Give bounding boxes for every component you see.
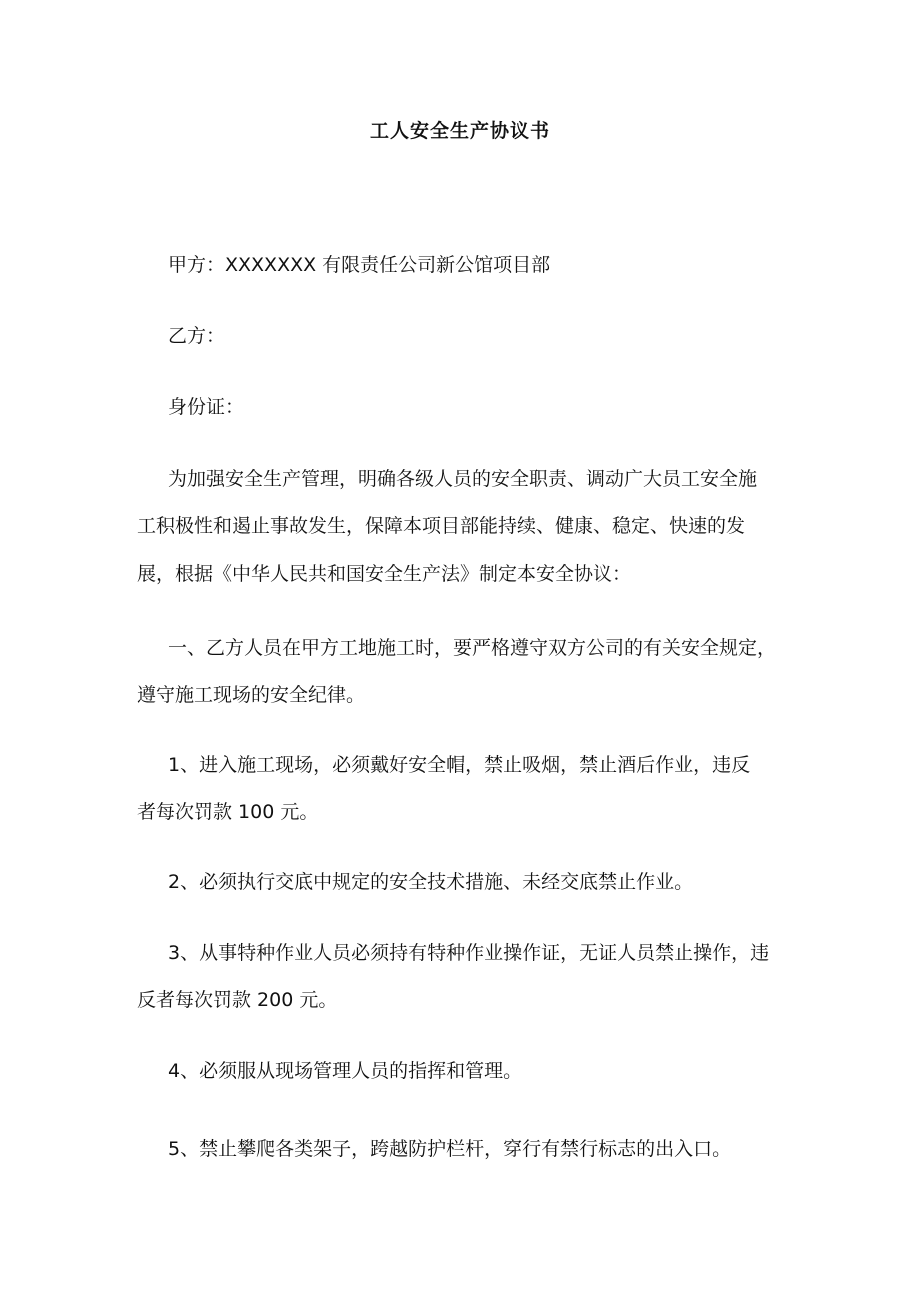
- item1-line-1: 1、进入施工现场，必须戴好安全帽，禁止吸烟，禁止酒后作业，违反: [168, 754, 751, 776]
- intro-line-3: 展，根据《中华人民共和国安全生产法》制定本安全协议：: [137, 563, 632, 585]
- intro-line-1: 为加强安全生产管理，明确各级人员的安全职责、调动广大员工安全施: [168, 468, 758, 490]
- item4-line-1: 4、必须服从现场管理人员的指挥和管理。: [168, 1060, 523, 1082]
- item1-line-2: 者每次罚款 100 元。: [137, 801, 319, 823]
- party-b-line: 乙方：: [168, 325, 226, 347]
- item3-line-2: 反者每次罚款 200 元。: [137, 989, 338, 1011]
- section1-line-2: 遵守施工现场的安全纪律。: [137, 684, 366, 706]
- item5-line-1: 5、禁止攀爬各类架子，跨越防护栏杆，穿行有禁行标志的出入口。: [168, 1138, 732, 1160]
- section1-line-1: 一、乙方人员在甲方工地施工时，要严格遵守双方公司的有关安全规定，: [168, 637, 777, 659]
- intro-line-2: 工积极性和遏止事故发生，保障本项目部能持续、健康、稳定、快速的发: [137, 515, 746, 537]
- item2-line-1: 2、必须执行交底中规定的安全技术措施、未经交底禁止作业。: [168, 871, 694, 893]
- item3-line-1: 3、从事特种作业人员必须持有特种作业操作证，无证人员禁止操作，违: [168, 942, 770, 964]
- id-card-line: 身份证：: [168, 396, 245, 418]
- party-a-line: 甲方：XXXXXXX 有限责任公司新公馆项目部: [168, 254, 551, 276]
- document-title: 工人安全生产协议书: [369, 120, 550, 142]
